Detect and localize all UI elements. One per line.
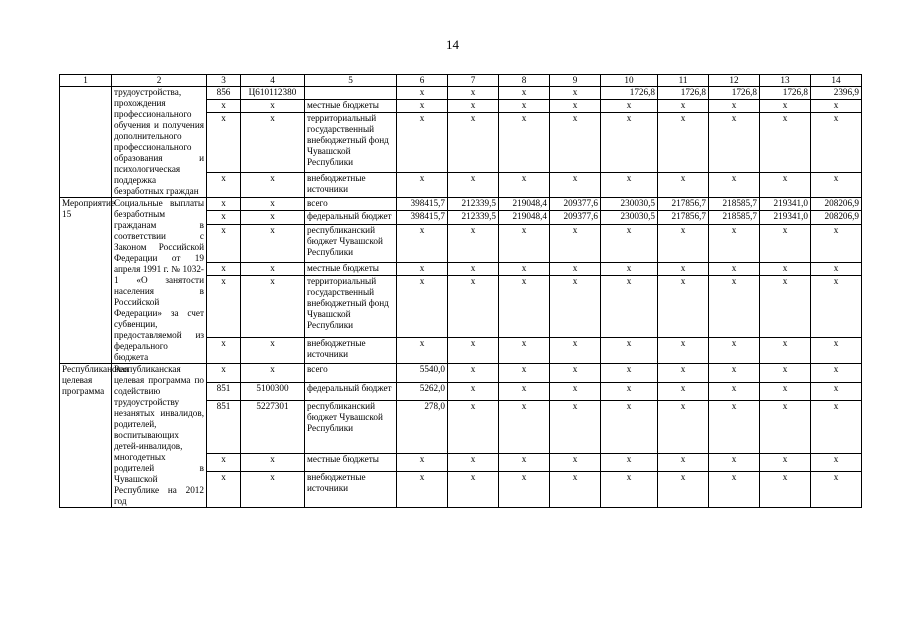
amount-cell: x <box>811 338 862 364</box>
amount-cell: x <box>811 472 862 508</box>
amount-cell: x <box>550 382 601 401</box>
amount-cell: x <box>709 262 760 275</box>
amount-cell: x <box>397 173 448 198</box>
column-number-header: 5 <box>305 75 397 87</box>
amount-cell: x <box>448 99 499 112</box>
code-cell: x <box>241 112 305 172</box>
funding-source-cell: внебюджетные источники <box>305 472 397 508</box>
amount-cell: 5262,0 <box>397 382 448 401</box>
amount-cell: x <box>397 99 448 112</box>
header-row <box>60 75 862 87</box>
program-element-name: Мероприятие 15 <box>60 198 112 364</box>
program-element-name <box>60 87 112 198</box>
amount-cell: x <box>448 112 499 172</box>
amount-cell: x <box>811 173 862 198</box>
code-cell: x <box>207 112 241 172</box>
code-cell: x <box>241 211 305 224</box>
amount-cell: x <box>550 224 601 262</box>
column-number-header: 7 <box>448 75 499 87</box>
amount-cell: 209377,6 <box>550 211 601 224</box>
amount-cell: x <box>658 275 709 337</box>
funding-source-cell: республиканский бюджет Чувашской Республики <box>305 224 397 262</box>
amount-cell: x <box>709 382 760 401</box>
amount-cell: x <box>397 453 448 472</box>
amount-cell: x <box>811 262 862 275</box>
amount-cell: 398415,7 <box>397 211 448 224</box>
amount-cell: x <box>448 338 499 364</box>
column-number-header: 10 <box>601 75 658 87</box>
amount-cell: 219048,4 <box>499 198 550 211</box>
amount-cell: x <box>760 262 811 275</box>
amount-cell: x <box>760 112 811 172</box>
funding-source-cell: всего <box>305 364 397 383</box>
code-cell: 856 <box>207 87 241 100</box>
amount-cell: 5540,0 <box>397 364 448 383</box>
amount-cell: x <box>550 112 601 172</box>
code-cell: x <box>207 262 241 275</box>
amount-cell: x <box>397 112 448 172</box>
column-number-header: 4 <box>241 75 305 87</box>
column-number-header: 6 <box>397 75 448 87</box>
amount-cell: x <box>499 275 550 337</box>
program-element-description: Республиканская целевая программа по содействию трудоустройству незанятых инвалидов, родителей, воспитывающих детей-инвалидов, многодетных родителей в Чувашской Республике на 2012 год <box>112 364 207 508</box>
amount-cell: x <box>658 173 709 198</box>
table-row <box>60 87 862 100</box>
amount-cell: x <box>760 99 811 112</box>
amount-cell: x <box>811 275 862 337</box>
amount-cell: x <box>397 224 448 262</box>
amount-cell: x <box>499 364 550 383</box>
amount-cell: x <box>811 382 862 401</box>
amount-cell: x <box>499 112 550 172</box>
code-cell: x <box>207 173 241 198</box>
code-cell: 5227301 <box>241 401 305 454</box>
amount-cell: 2396,9 <box>811 87 862 100</box>
amount-cell: 398415,7 <box>397 198 448 211</box>
funding-source-cell: территориальный государственный внебюджетный фонд Чувашской Республики <box>305 275 397 337</box>
column-number-header: 11 <box>658 75 709 87</box>
column-number-header: 9 <box>550 75 601 87</box>
funding-source-cell: всего <box>305 198 397 211</box>
amount-cell: x <box>397 262 448 275</box>
code-cell: x <box>241 453 305 472</box>
amount-cell: x <box>709 472 760 508</box>
amount-cell: x <box>499 338 550 364</box>
code-cell: 851 <box>207 401 241 454</box>
amount-cell: x <box>811 224 862 262</box>
amount-cell: x <box>550 338 601 364</box>
amount-cell: x <box>709 173 760 198</box>
amount-cell: x <box>550 173 601 198</box>
amount-cell: x <box>709 275 760 337</box>
amount-cell: x <box>658 364 709 383</box>
amount-cell: x <box>499 224 550 262</box>
amount-cell: x <box>709 112 760 172</box>
amount-cell: x <box>658 338 709 364</box>
amount-cell: x <box>709 401 760 454</box>
amount-cell: 230030,5 <box>601 198 658 211</box>
program-element-description: трудоустройства, прохождения профессионального обучения и получения дополнительного профессионального образования и психологическая поддержка безработных граждан <box>112 87 207 198</box>
amount-cell: 217856,7 <box>658 211 709 224</box>
amount-cell: 1726,8 <box>658 87 709 100</box>
code-cell: x <box>241 364 305 383</box>
amount-cell: x <box>448 382 499 401</box>
amount-cell: x <box>658 472 709 508</box>
amount-cell: x <box>550 262 601 275</box>
funding-source-cell: внебюджетные источники <box>305 338 397 364</box>
amount-cell: x <box>448 453 499 472</box>
amount-cell: x <box>601 224 658 262</box>
amount-cell: x <box>550 275 601 337</box>
code-cell: x <box>207 364 241 383</box>
code-cell: x <box>207 453 241 472</box>
amount-cell: x <box>760 338 811 364</box>
code-cell: x <box>207 211 241 224</box>
amount-cell: 208206,9 <box>811 211 862 224</box>
code-cell: 5100300 <box>241 382 305 401</box>
code-cell: x <box>207 472 241 508</box>
amount-cell: x <box>601 262 658 275</box>
amount-cell: x <box>658 224 709 262</box>
funding-source-cell: внебюджетные источники <box>305 173 397 198</box>
column-number-header: 12 <box>709 75 760 87</box>
amount-cell: x <box>397 87 448 100</box>
amount-cell: x <box>658 401 709 454</box>
code-cell: x <box>207 275 241 337</box>
funding-source-cell: федеральный бюджет <box>305 382 397 401</box>
amount-cell: x <box>658 382 709 401</box>
code-cell: x <box>241 472 305 508</box>
table-row <box>60 364 862 383</box>
amount-cell: x <box>550 87 601 100</box>
column-number-header: 1 <box>60 75 112 87</box>
funding-source-cell: территориальный государственный внебюджетный фонд Чувашской Республики <box>305 112 397 172</box>
amount-cell: x <box>760 224 811 262</box>
amount-cell: x <box>499 262 550 275</box>
table-row <box>60 198 862 211</box>
code-cell: x <box>207 99 241 112</box>
code-cell: Ц610112380 <box>241 87 305 100</box>
code-cell: x <box>207 224 241 262</box>
amount-cell: x <box>550 453 601 472</box>
funding-source-cell: республиканский бюджет Чувашской Республики <box>305 401 397 454</box>
column-number-header: 13 <box>760 75 811 87</box>
amount-cell: x <box>499 99 550 112</box>
amount-cell: x <box>601 472 658 508</box>
amount-cell: x <box>709 99 760 112</box>
amount-cell: 218585,7 <box>709 198 760 211</box>
amount-cell: x <box>397 338 448 364</box>
amount-cell: x <box>601 99 658 112</box>
amount-cell: x <box>601 453 658 472</box>
amount-cell: x <box>499 382 550 401</box>
amount-cell: x <box>448 364 499 383</box>
funding-source-cell: федеральный бюджет <box>305 211 397 224</box>
funding-source-cell: местные бюджеты <box>305 99 397 112</box>
amount-cell: x <box>448 472 499 508</box>
amount-cell: x <box>811 401 862 454</box>
amount-cell: x <box>760 401 811 454</box>
amount-cell: x <box>658 99 709 112</box>
amount-cell: x <box>760 275 811 337</box>
amount-cell: x <box>448 401 499 454</box>
budget-table <box>59 74 862 508</box>
code-cell: 851 <box>207 382 241 401</box>
amount-cell: x <box>601 401 658 454</box>
code-cell: x <box>241 224 305 262</box>
amount-cell: x <box>601 275 658 337</box>
page-number: 14 <box>446 37 459 52</box>
amount-cell: x <box>448 87 499 100</box>
code-cell: x <box>241 198 305 211</box>
amount-cell: x <box>397 275 448 337</box>
amount-cell: 209377,6 <box>550 198 601 211</box>
amount-cell: 278,0 <box>397 401 448 454</box>
code-cell: x <box>241 99 305 112</box>
amount-cell: x <box>499 87 550 100</box>
column-number-header: 3 <box>207 75 241 87</box>
amount-cell: x <box>601 382 658 401</box>
amount-cell: x <box>448 262 499 275</box>
amount-cell: x <box>760 173 811 198</box>
amount-cell: x <box>709 338 760 364</box>
column-number-header: 14 <box>811 75 862 87</box>
amount-cell: 219341,0 <box>760 198 811 211</box>
amount-cell: x <box>709 364 760 383</box>
code-cell: x <box>241 275 305 337</box>
amount-cell: 1726,8 <box>760 87 811 100</box>
amount-cell: x <box>760 364 811 383</box>
amount-cell: x <box>550 364 601 383</box>
amount-cell: x <box>499 173 550 198</box>
amount-cell: x <box>550 401 601 454</box>
amount-cell: 212339,5 <box>448 211 499 224</box>
amount-cell: x <box>811 112 862 172</box>
amount-cell: x <box>601 364 658 383</box>
amount-cell: x <box>658 453 709 472</box>
amount-cell: x <box>601 338 658 364</box>
amount-cell: x <box>448 275 499 337</box>
amount-cell: x <box>601 112 658 172</box>
amount-cell: 219341,0 <box>760 211 811 224</box>
amount-cell: x <box>811 453 862 472</box>
amount-cell: 217856,7 <box>658 198 709 211</box>
funding-source-cell: местные бюджеты <box>305 262 397 275</box>
amount-cell: 219048,4 <box>499 211 550 224</box>
amount-cell: x <box>448 224 499 262</box>
amount-cell: 230030,5 <box>601 211 658 224</box>
funding-source-cell: местные бюджеты <box>305 453 397 472</box>
amount-cell: 218585,7 <box>709 211 760 224</box>
column-number-header: 8 <box>499 75 550 87</box>
amount-cell: 1726,8 <box>709 87 760 100</box>
amount-cell: x <box>550 472 601 508</box>
amount-cell: x <box>811 364 862 383</box>
program-element-description: Социальные выплаты безработным гражданам в соответствии с Законом Российской Федерации от 19 апреля 1991 г. № 1032-1 «О занятости населения в Российской Федерации» за счет субвенции, предоставляемой из федерального бюджета <box>112 198 207 364</box>
program-element-name: Республиканская целевая программа <box>60 364 112 508</box>
amount-cell: x <box>499 401 550 454</box>
amount-cell: 212339,5 <box>448 198 499 211</box>
amount-cell: x <box>709 453 760 472</box>
code-cell: x <box>241 262 305 275</box>
code-cell: x <box>241 338 305 364</box>
amount-cell: x <box>658 112 709 172</box>
amount-cell: x <box>448 173 499 198</box>
amount-cell: x <box>499 472 550 508</box>
amount-cell: 1726,8 <box>601 87 658 100</box>
code-cell: x <box>207 338 241 364</box>
amount-cell: x <box>709 224 760 262</box>
amount-cell: x <box>397 472 448 508</box>
amount-cell: 208206,9 <box>811 198 862 211</box>
funding-source-cell <box>305 87 397 100</box>
column-number-header: 2 <box>112 75 207 87</box>
amount-cell: x <box>658 262 709 275</box>
amount-cell: x <box>760 382 811 401</box>
amount-cell: x <box>550 99 601 112</box>
amount-cell: x <box>760 472 811 508</box>
amount-cell: x <box>760 453 811 472</box>
amount-cell: x <box>811 99 862 112</box>
code-cell: x <box>241 173 305 198</box>
code-cell: x <box>207 198 241 211</box>
amount-cell: x <box>601 173 658 198</box>
amount-cell: x <box>499 453 550 472</box>
